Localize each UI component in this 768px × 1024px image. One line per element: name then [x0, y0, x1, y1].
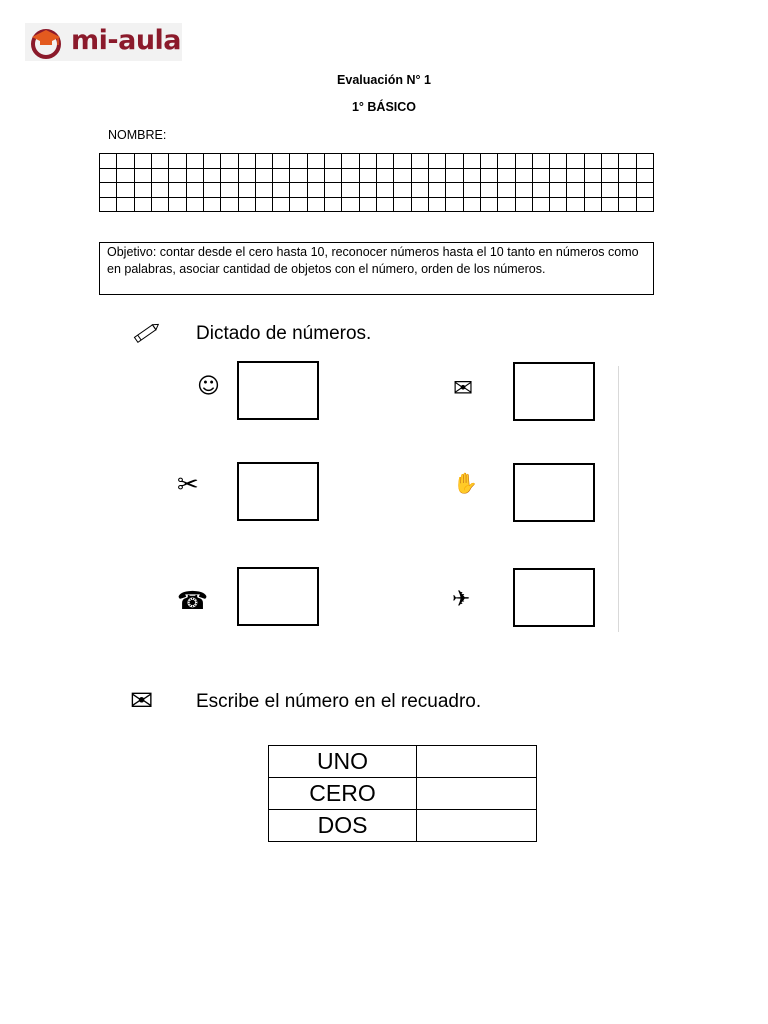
telephone-icon: ☎ — [177, 586, 209, 615]
name-grid-cell[interactable] — [550, 154, 567, 169]
name-grid-cell[interactable] — [637, 183, 654, 198]
name-grid-cell[interactable] — [221, 198, 238, 213]
name-grid-cell[interactable] — [567, 183, 584, 198]
name-grid-cell[interactable] — [239, 154, 256, 169]
name-grid-cell[interactable] — [533, 154, 550, 169]
name-grid-cell[interactable] — [325, 154, 342, 169]
name-grid-cell[interactable] — [516, 183, 533, 198]
name-grid-cell[interactable] — [117, 198, 134, 213]
name-grid-cell[interactable] — [533, 198, 550, 213]
name-grid-cell[interactable] — [394, 183, 411, 198]
name-grid-cell[interactable] — [585, 169, 602, 184]
name-grid-cell[interactable] — [412, 183, 429, 198]
smiley-icon: ☺ — [197, 374, 220, 399]
name-grid-cell[interactable] — [481, 154, 498, 169]
name-grid-cell[interactable] — [187, 183, 204, 198]
number-words-table — [268, 745, 537, 842]
name-grid-cell[interactable] — [152, 154, 169, 169]
answer-cell[interactable] — [417, 746, 537, 778]
name-grid-cell[interactable] — [135, 154, 152, 169]
name-grid-cell[interactable] — [567, 154, 584, 169]
name-grid-cell[interactable] — [394, 154, 411, 169]
name-grid-cell[interactable] — [602, 169, 619, 184]
name-grid-cell[interactable] — [221, 154, 238, 169]
table-row — [269, 778, 537, 810]
name-grid-cell[interactable] — [273, 169, 290, 184]
name-grid-cell[interactable] — [498, 183, 515, 198]
name-grid-cell[interactable] — [550, 169, 567, 184]
name-grid-cell[interactable] — [256, 198, 273, 213]
name-grid-cell[interactable] — [100, 169, 117, 184]
name-grid-cell[interactable] — [135, 183, 152, 198]
name-grid-cell[interactable] — [135, 169, 152, 184]
name-grid-cell[interactable] — [481, 169, 498, 184]
name-label: NOMBRE: — [108, 128, 167, 142]
divider-line — [618, 366, 619, 632]
name-grid-cell[interactable] — [360, 169, 377, 184]
name-grid-cell[interactable] — [308, 169, 325, 184]
name-grid-cell[interactable] — [342, 154, 359, 169]
name-grid-cell[interactable] — [377, 198, 394, 213]
grade-label: 1° BÁSICO — [351, 100, 417, 114]
name-grid-cell[interactable] — [585, 198, 602, 213]
name-grid-cell[interactable] — [308, 183, 325, 198]
name-grid-cell[interactable] — [394, 169, 411, 184]
name-grid-cell[interactable] — [360, 183, 377, 198]
airplane-icon: ✈ — [452, 587, 471, 612]
name-grid-cell[interactable] — [619, 169, 636, 184]
name-grid-cell[interactable] — [290, 183, 307, 198]
name-grid-cell[interactable] — [117, 169, 134, 184]
name-grid-cell[interactable] — [204, 154, 221, 169]
answer-box-envelope[interactable] — [513, 362, 595, 421]
name-grid-cell[interactable] — [550, 198, 567, 213]
objective-box: Objetivo: contar desde el cero hasta 10, reconocer números hasta el 10 tanto en números como en palabras, asociar cantidad de objetos con el número, orden de los números. — [99, 242, 654, 295]
name-grid[interactable] — [99, 153, 654, 212]
section-escribe-title: Escribe el número en el recuadro. — [196, 691, 482, 712]
name-grid-cell[interactable] — [256, 154, 273, 169]
answer-box-scissors[interactable] — [237, 462, 319, 521]
name-grid-cell[interactable] — [464, 169, 481, 184]
name-grid-cell[interactable] — [394, 198, 411, 213]
name-grid-cell[interactable] — [377, 169, 394, 184]
name-grid-cell[interactable] — [602, 154, 619, 169]
name-grid-cell[interactable] — [239, 169, 256, 184]
name-grid-cell[interactable] — [602, 198, 619, 213]
name-grid-cell[interactable] — [187, 169, 204, 184]
name-grid-cell[interactable] — [637, 198, 654, 213]
name-grid-cell[interactable] — [567, 198, 584, 213]
name-grid-cell[interactable] — [533, 183, 550, 198]
envelope-icon: ✉ — [130, 684, 154, 717]
name-grid-cell[interactable] — [446, 169, 463, 184]
name-grid-cell[interactable] — [325, 198, 342, 213]
name-grid-cell[interactable] — [273, 183, 290, 198]
name-grid-cell[interactable] — [273, 198, 290, 213]
name-grid-cell[interactable] — [290, 169, 307, 184]
name-grid-cell[interactable] — [412, 154, 429, 169]
name-grid-cell[interactable] — [619, 183, 636, 198]
name-grid-cell[interactable] — [429, 198, 446, 213]
name-grid-cell[interactable] — [169, 198, 186, 213]
name-grid-cell[interactable] — [377, 183, 394, 198]
name-grid-cell[interactable] — [637, 169, 654, 184]
name-grid-cell[interactable] — [360, 198, 377, 213]
table-row — [269, 810, 537, 842]
word-cell: UNO — [269, 746, 417, 778]
word-cell: CERO — [269, 778, 417, 810]
hand-icon: ✋ — [453, 471, 478, 495]
name-grid-cell[interactable] — [585, 154, 602, 169]
name-grid-cell[interactable] — [342, 183, 359, 198]
name-grid-cell[interactable] — [619, 154, 636, 169]
name-grid-cell[interactable] — [169, 169, 186, 184]
name-grid-cell[interactable] — [567, 169, 584, 184]
name-grid-cell[interactable] — [516, 169, 533, 184]
name-grid-cell[interactable] — [221, 183, 238, 198]
answer-box-airplane[interactable] — [513, 568, 595, 627]
mi-aula-logo — [25, 23, 182, 61]
name-grid-cell[interactable] — [360, 154, 377, 169]
name-grid-cell[interactable] — [342, 198, 359, 213]
name-grid-cell[interactable] — [464, 198, 481, 213]
name-grid-cell[interactable] — [637, 154, 654, 169]
name-grid-cell[interactable] — [290, 154, 307, 169]
name-grid-cell[interactable] — [221, 169, 238, 184]
answer-box-smiley[interactable] — [237, 361, 319, 420]
name-grid-cell[interactable] — [516, 154, 533, 169]
word-cell: DOS — [269, 810, 417, 842]
name-grid-cell[interactable] — [585, 183, 602, 198]
name-grid-cell[interactable] — [308, 154, 325, 169]
logo-text: mi-aula — [71, 25, 182, 56]
name-grid-cell[interactable] — [446, 183, 463, 198]
name-grid-cell[interactable] — [412, 169, 429, 184]
name-grid-cell[interactable] — [256, 169, 273, 184]
name-grid-cell[interactable] — [308, 198, 325, 213]
name-grid-cell[interactable] — [446, 198, 463, 213]
scissors-icon: ✂ — [177, 470, 199, 500]
name-grid-cell[interactable] — [256, 183, 273, 198]
graduation-cap-icon — [27, 25, 69, 59]
pencil-icon — [130, 320, 162, 346]
name-grid-cell[interactable] — [516, 198, 533, 213]
answer-cell[interactable] — [417, 778, 537, 810]
name-grid-cell[interactable] — [152, 198, 169, 213]
name-grid-cell[interactable] — [325, 183, 342, 198]
name-grid-cell[interactable] — [169, 183, 186, 198]
name-grid-cell[interactable] — [187, 198, 204, 213]
section-dictado-title: Dictado de números. — [196, 323, 372, 344]
answer-box-telephone[interactable] — [237, 567, 319, 626]
name-grid-cell[interactable] — [204, 198, 221, 213]
name-grid-cell[interactable] — [135, 198, 152, 213]
name-grid-cell[interactable] — [117, 183, 134, 198]
name-grid-cell[interactable] — [533, 169, 550, 184]
name-grid-cell[interactable] — [100, 154, 117, 169]
name-grid-cell[interactable] — [481, 198, 498, 213]
name-grid-cell[interactable] — [152, 183, 169, 198]
name-grid-cell[interactable] — [429, 154, 446, 169]
page-title: Evaluación N° 1 — [337, 73, 431, 87]
answer-cell[interactable] — [417, 810, 537, 842]
name-grid-cell[interactable] — [325, 169, 342, 184]
name-grid-cell[interactable] — [429, 169, 446, 184]
name-grid-cell[interactable] — [273, 154, 290, 169]
name-grid-cell[interactable] — [169, 154, 186, 169]
name-grid-cell[interactable] — [239, 198, 256, 213]
name-grid-cell[interactable] — [239, 183, 256, 198]
name-grid-cell[interactable] — [446, 154, 463, 169]
answer-box-hand[interactable] — [513, 463, 595, 522]
name-grid-cell[interactable] — [429, 183, 446, 198]
name-grid-cell[interactable] — [464, 183, 481, 198]
name-grid-cell[interactable] — [117, 154, 134, 169]
name-grid-cell[interactable] — [377, 154, 394, 169]
name-grid-cell[interactable] — [498, 154, 515, 169]
name-grid-cell[interactable] — [187, 154, 204, 169]
name-grid-cell[interactable] — [550, 183, 567, 198]
name-grid-cell[interactable] — [412, 198, 429, 213]
envelope-icon: ✉ — [453, 374, 474, 402]
name-grid-cell[interactable] — [152, 169, 169, 184]
name-grid-cell[interactable] — [619, 198, 636, 213]
name-grid-cell[interactable] — [481, 183, 498, 198]
name-grid-cell[interactable] — [342, 169, 359, 184]
name-grid-cell[interactable] — [498, 169, 515, 184]
name-grid-cell[interactable] — [204, 183, 221, 198]
name-grid-cell[interactable] — [464, 154, 481, 169]
name-grid-cell[interactable] — [100, 183, 117, 198]
name-grid-cell[interactable] — [602, 183, 619, 198]
name-grid-cell[interactable] — [204, 169, 221, 184]
name-grid-cell[interactable] — [100, 198, 117, 213]
name-grid-cell[interactable] — [290, 198, 307, 213]
table-row — [269, 746, 537, 778]
name-grid-cell[interactable] — [498, 198, 515, 213]
